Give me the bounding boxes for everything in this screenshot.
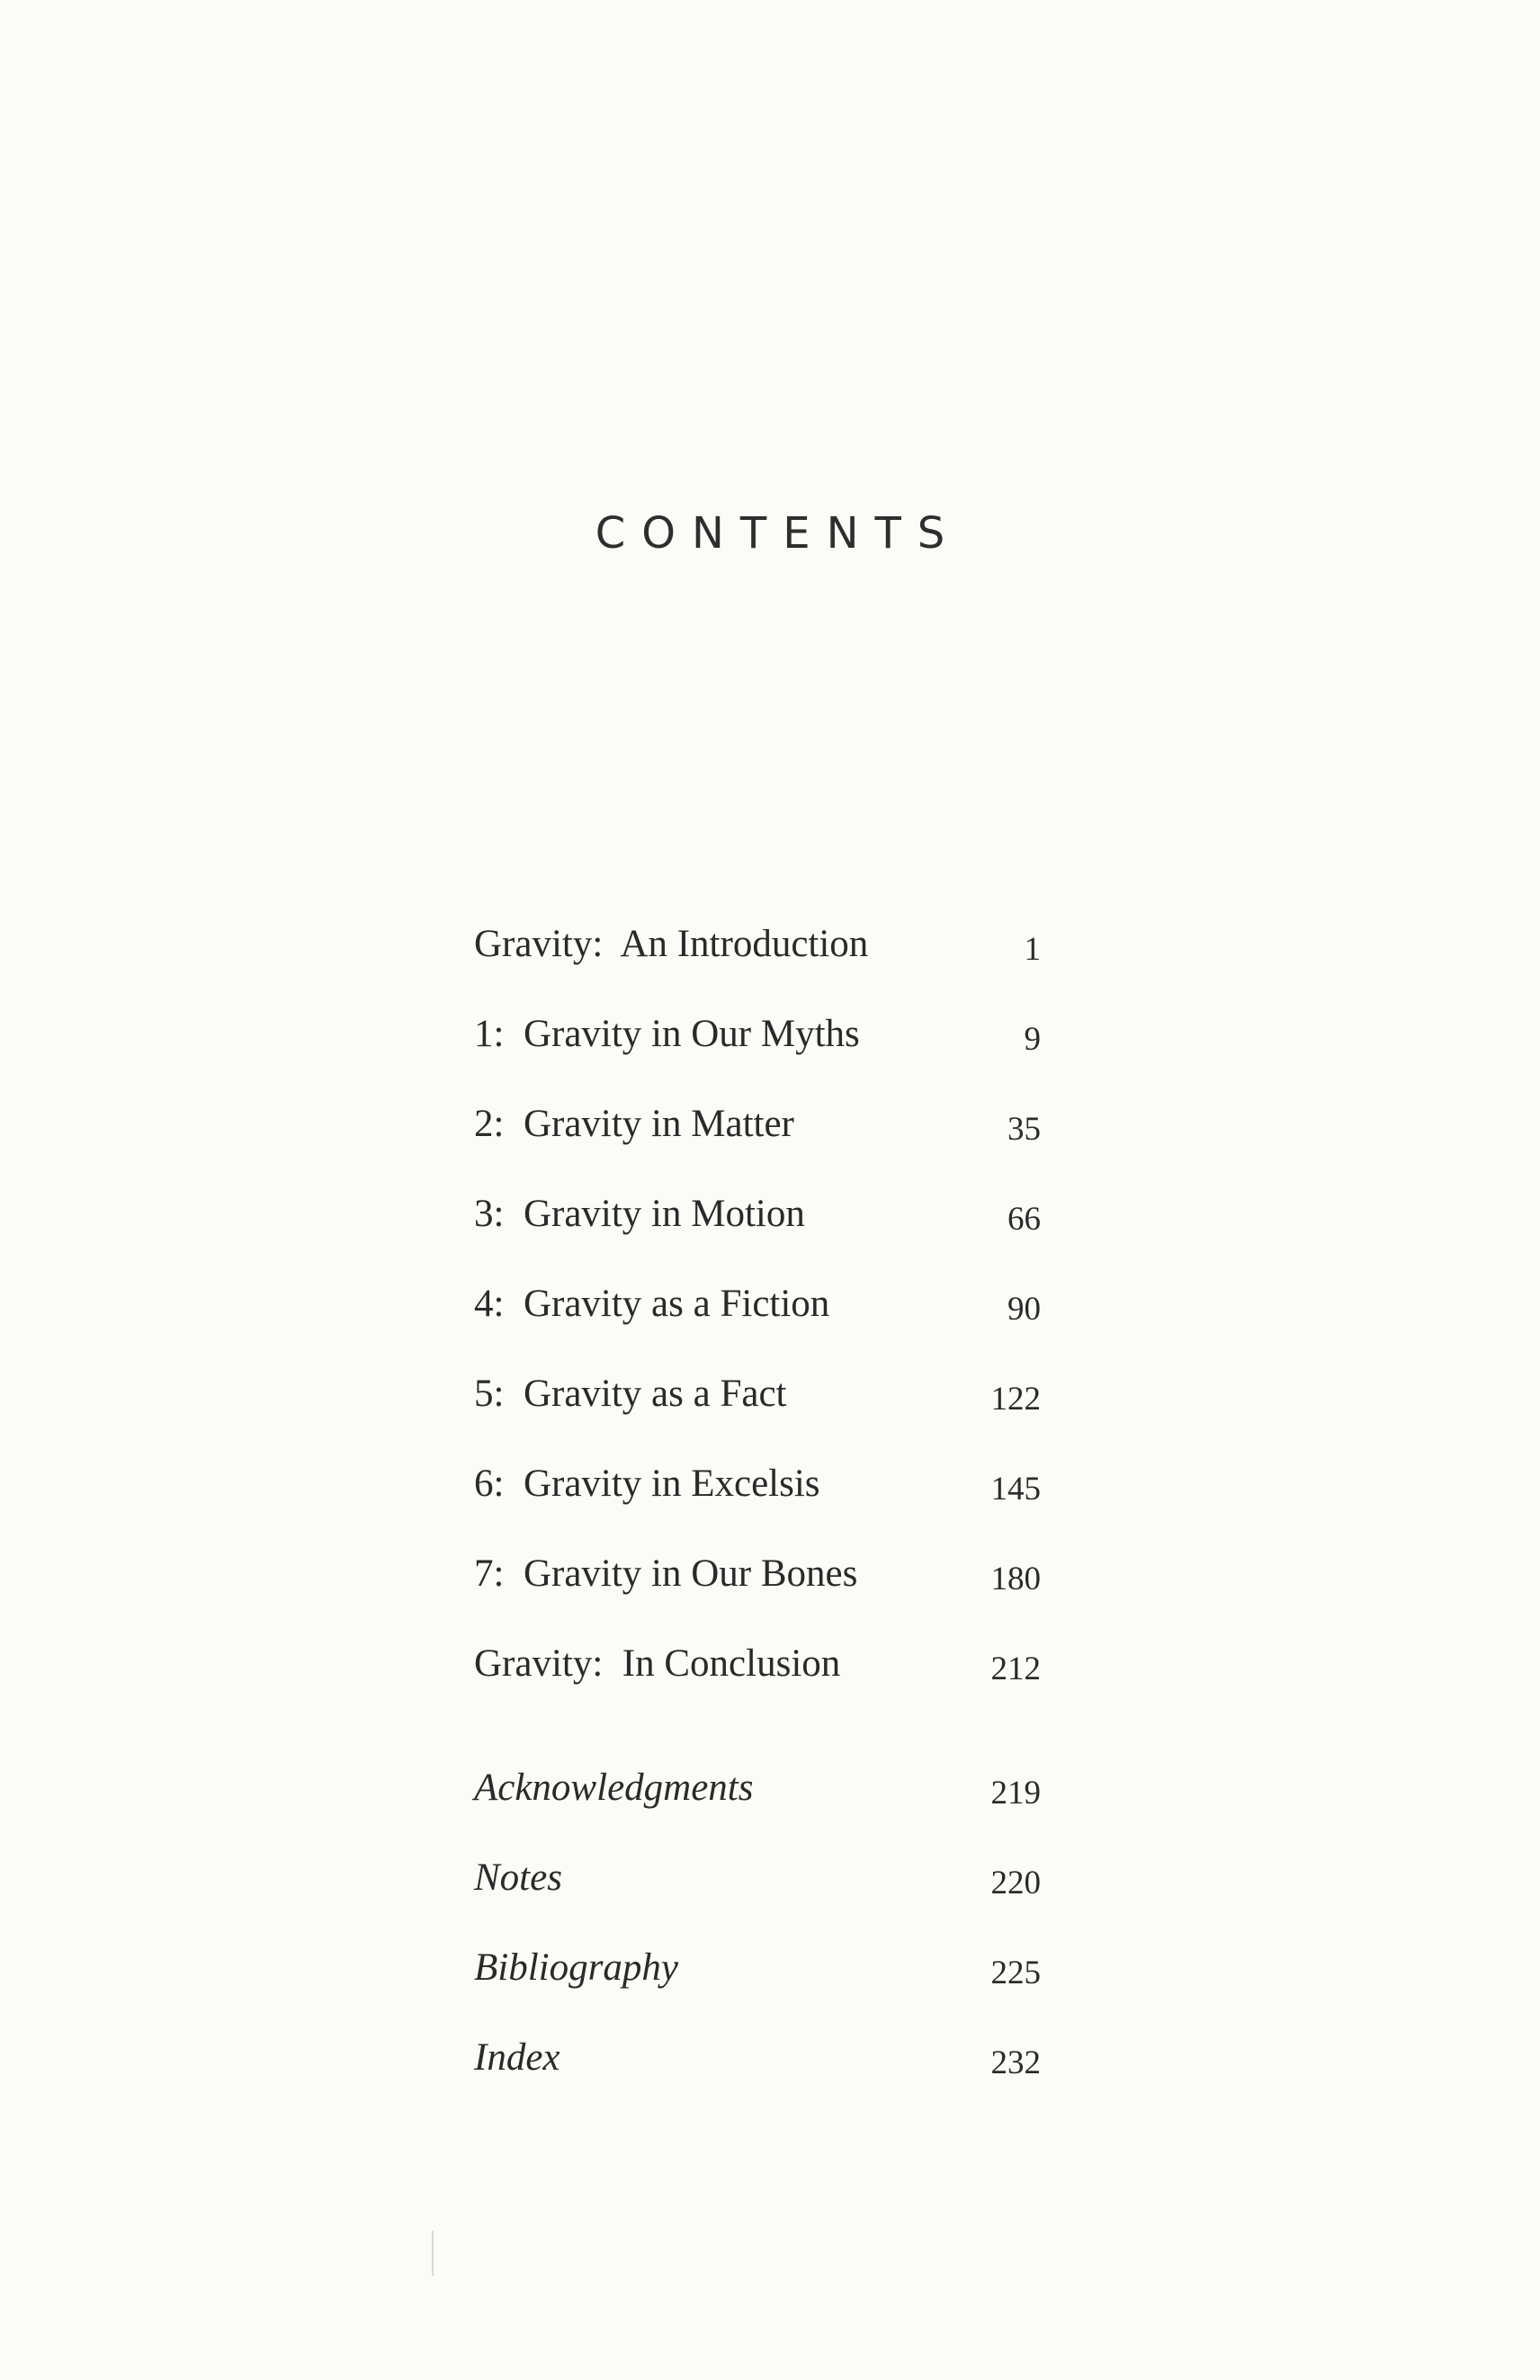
- toc-entry-title: Acknowledgments: [474, 1767, 754, 1809]
- toc-entry-page: 225: [990, 1955, 1041, 1991]
- toc-entry-page: 122: [990, 1381, 1041, 1418]
- toc-entry: [474, 1457, 1041, 1511]
- toc-entry-page: 180: [990, 1561, 1041, 1597]
- toc-entry: [474, 1547, 1041, 1601]
- toc-entry-title: 5: Gravity as a Fact: [474, 1373, 787, 1415]
- toc-entry: [474, 1097, 1041, 1151]
- toc-entry-page: 90: [1007, 1291, 1041, 1328]
- toc-entry: [474, 1367, 1041, 1421]
- toc-entry-title: Bibliography: [474, 1946, 678, 1989]
- toc-entry-page: 232: [990, 2044, 1041, 2081]
- toc-entry-page: 220: [990, 1865, 1041, 1901]
- toc-entry-page: 219: [990, 1775, 1041, 1812]
- contents-heading: CONTENTS: [595, 508, 962, 559]
- toc-entry-title: 6: Gravity in Excelsis: [474, 1463, 820, 1505]
- toc-entry: [474, 1187, 1041, 1241]
- toc-entry: [474, 1277, 1041, 1331]
- toc-entry-backmatter: [474, 1941, 1041, 1995]
- toc-entry-title: Gravity: In Conclusion: [474, 1642, 841, 1685]
- toc-entry-title: Notes: [474, 1857, 562, 1899]
- toc-entry-page: 212: [990, 1651, 1041, 1687]
- toc-entry: [474, 1007, 1041, 1061]
- toc-entry-title: 7: Gravity in Our Bones: [474, 1552, 858, 1595]
- toc-entry-page: 1: [1024, 931, 1041, 968]
- toc-entry-title: 3: Gravity in Motion: [474, 1193, 805, 1235]
- toc-entry-title: Index: [474, 2036, 560, 2079]
- toc-entry-title: 1: Gravity in Our Myths: [474, 1013, 860, 1055]
- toc-entry-backmatter: [474, 2031, 1041, 2085]
- toc-entry-backmatter: [474, 1761, 1041, 1815]
- toc-entry-title: 4: Gravity as a Fiction: [474, 1283, 830, 1325]
- toc-entry-page: 35: [1007, 1111, 1041, 1148]
- toc-entry-page: 145: [990, 1471, 1041, 1508]
- toc-entry-backmatter: [474, 1851, 1041, 1905]
- toc-entry-page: 66: [1007, 1201, 1041, 1238]
- toc-entry-title: Gravity: An Introduction: [474, 923, 869, 965]
- toc-entry-title: 2: Gravity in Matter: [474, 1103, 794, 1145]
- toc-entry-page: 9: [1024, 1021, 1041, 1058]
- toc-entry: [474, 1637, 1041, 1691]
- scan-mark: [432, 2231, 434, 2276]
- toc-entry: [474, 917, 1041, 971]
